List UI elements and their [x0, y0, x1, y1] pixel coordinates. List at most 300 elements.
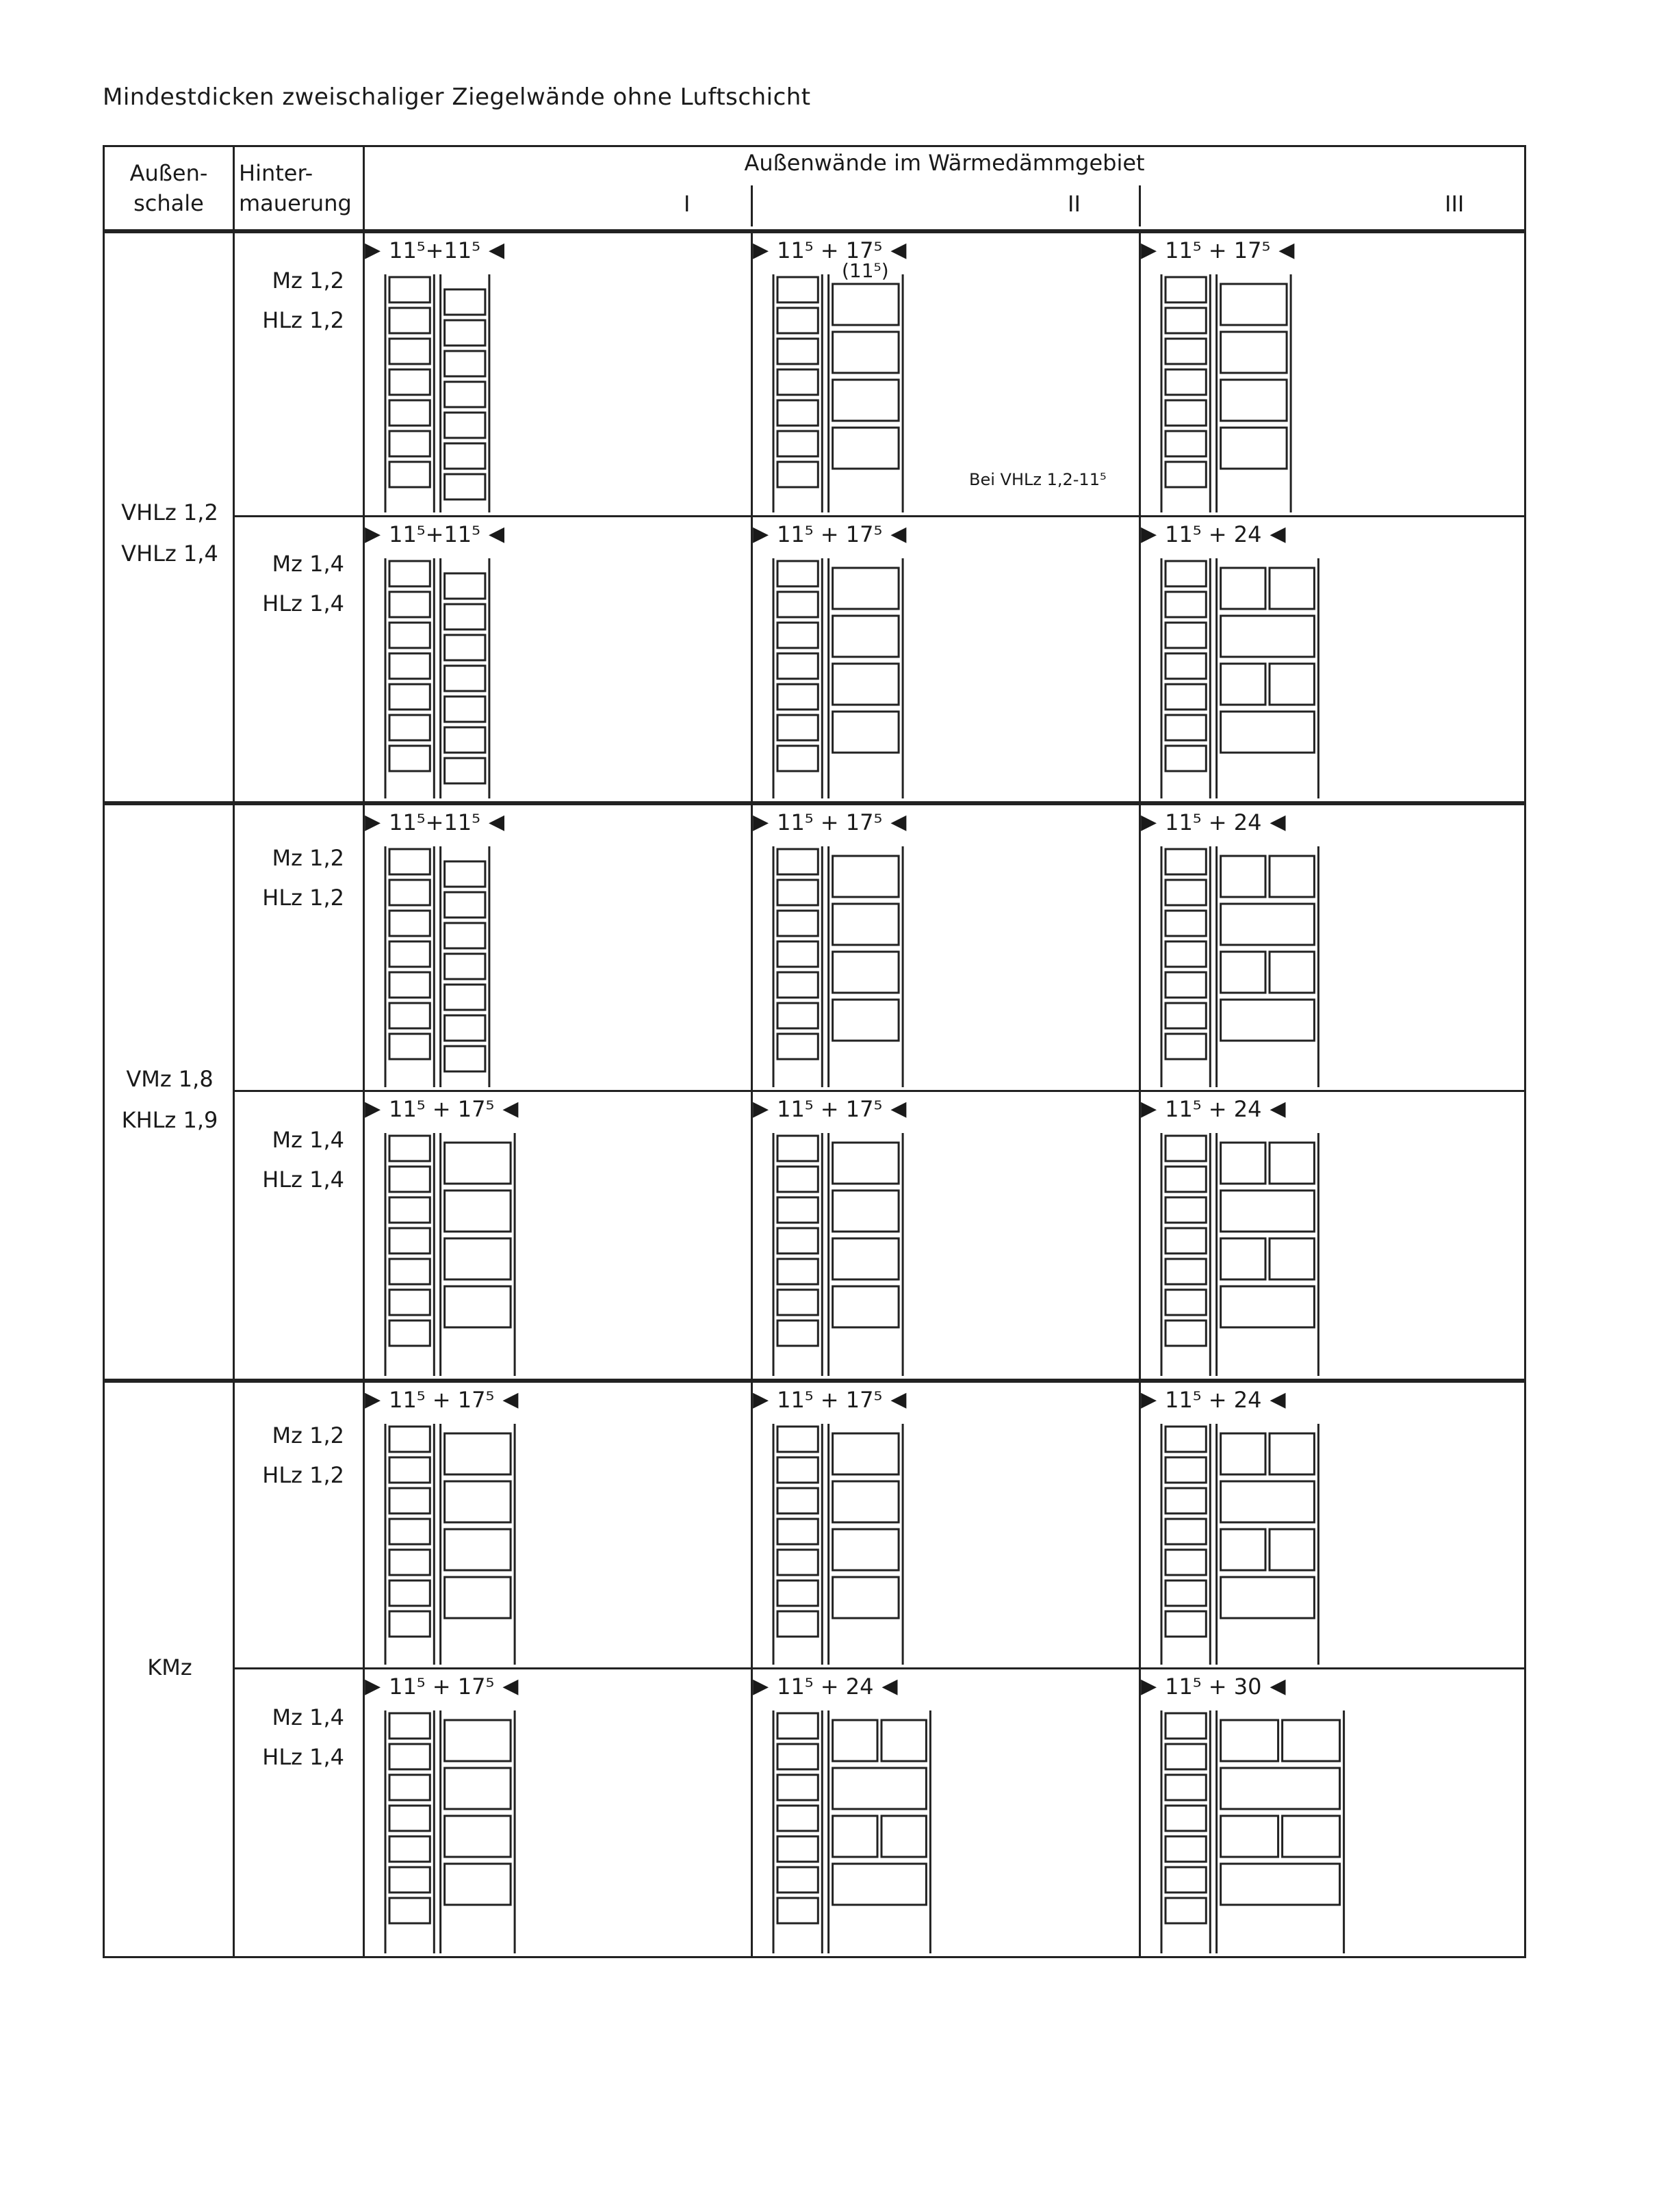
backing-label [238, 261, 365, 340]
zone-label-iii: III [1445, 191, 1465, 217]
brick [1221, 1816, 1278, 1857]
dimension-text: 11⁵ + 24 [1165, 809, 1262, 835]
dimension-label [365, 237, 504, 263]
brick [833, 856, 899, 897]
brick [1166, 623, 1206, 648]
wall-section-drawing [383, 1710, 530, 1953]
brick [1221, 1529, 1265, 1570]
brick [833, 664, 899, 705]
page-title: Mindestdicken zweischaliger Ziegelwände ohne Luftschicht [103, 83, 811, 111]
brick [1221, 1768, 1340, 1809]
dimension-label [1141, 1674, 1286, 1700]
brick [1166, 1290, 1206, 1315]
brick [389, 369, 430, 395]
brick [445, 1286, 511, 1327]
brick [445, 1481, 511, 1522]
brick [777, 941, 818, 967]
brick [1221, 284, 1287, 325]
brick [445, 861, 485, 887]
dimension-label [1141, 521, 1286, 547]
brick [777, 1836, 818, 1862]
brick [1166, 1898, 1206, 1923]
brick [833, 1286, 899, 1327]
brick [389, 1898, 430, 1923]
backing-label [238, 1697, 365, 1777]
dimension-label [365, 1674, 518, 1700]
wall-section-drawing [1159, 1133, 1333, 1376]
dimension-text: 11⁵+11⁵ [389, 809, 480, 835]
brick [1166, 339, 1206, 364]
brick [389, 1290, 430, 1315]
arrow-left-icon: ◀ [890, 238, 907, 262]
brick [445, 1529, 511, 1570]
brick [777, 684, 818, 710]
backing-line1: Mz 1,4 [272, 1127, 344, 1153]
brick [833, 1433, 899, 1474]
dimension-label [365, 1096, 518, 1122]
brick [833, 1000, 899, 1041]
brick [445, 635, 485, 660]
wall-cell [365, 517, 751, 801]
brick [1221, 1000, 1315, 1041]
brick [833, 1864, 927, 1905]
brick [1221, 1577, 1315, 1618]
brick [1221, 1864, 1340, 1905]
arrow-right-icon: ▶ [753, 1674, 769, 1698]
outer-shell-label [105, 492, 235, 574]
brick [777, 1898, 818, 1923]
wall-cell [1141, 1383, 1524, 1667]
brick [1166, 1580, 1206, 1606]
wall-section [1159, 274, 1306, 515]
wall-cell [753, 805, 1139, 1090]
zone-label-ii: II [1068, 191, 1081, 217]
brick [1221, 664, 1265, 705]
arrow-left-icon: ◀ [502, 1097, 519, 1121]
arrow-left-icon: ◀ [881, 1674, 898, 1698]
brick [777, 400, 818, 426]
brick [833, 1143, 899, 1184]
dimension-text: 11⁵ + 17⁵ [389, 1096, 495, 1122]
brick [777, 849, 818, 874]
brick [389, 1550, 430, 1575]
wall-section-drawing [1159, 846, 1333, 1087]
arrow-left-icon: ◀ [488, 810, 505, 834]
brick [777, 1290, 818, 1315]
backing-line2: HLz 1,4 [262, 1167, 344, 1193]
dimension-label [753, 1096, 906, 1122]
brick [389, 972, 430, 998]
brick [777, 746, 818, 771]
brick [389, 623, 430, 648]
brick [833, 616, 899, 657]
dimension-text: 11⁵ + 17⁵ [389, 1674, 495, 1700]
brick [833, 904, 899, 945]
arrow-right-icon: ▶ [753, 1097, 769, 1121]
dimension-text: 11⁵ + 17⁵ [777, 809, 883, 835]
backing-line2: HLz 1,2 [262, 1462, 344, 1488]
brick [833, 428, 899, 469]
brick [777, 715, 818, 740]
dimension-label [1141, 237, 1294, 263]
brick [1221, 1190, 1315, 1232]
header-outer-shell-line2: schale [133, 190, 204, 216]
wall-section-drawing [383, 558, 504, 798]
arrow-right-icon: ▶ [365, 238, 381, 262]
brick [777, 911, 818, 936]
brick [777, 1775, 818, 1800]
brick [445, 758, 485, 783]
dimension-label [365, 1387, 518, 1413]
brick [1166, 431, 1206, 456]
wall-section-drawing [771, 274, 918, 512]
arrow-right-icon: ▶ [753, 522, 769, 546]
brick [1166, 1427, 1206, 1452]
wall-section-drawing [771, 846, 918, 1087]
brick [777, 880, 818, 905]
wall-cell [365, 805, 751, 1090]
wall-section-drawing [1159, 1424, 1333, 1665]
brick [777, 1457, 818, 1483]
arrow-right-icon: ▶ [1141, 1674, 1157, 1698]
brick [445, 320, 485, 346]
dimension-label [1141, 1096, 1286, 1122]
brick [777, 369, 818, 395]
brick [833, 332, 899, 373]
brick [389, 277, 430, 302]
wall-section [383, 274, 504, 515]
outer-shell-line1: VHLz 1,2 [121, 499, 218, 525]
outer-shell-line1: KMz [147, 1654, 192, 1680]
arrow-right-icon: ▶ [365, 1674, 381, 1698]
brick [1270, 952, 1314, 993]
dimension-label [1141, 1387, 1286, 1413]
brick [389, 592, 430, 617]
brick [1166, 972, 1206, 998]
wall-cell [1141, 805, 1524, 1090]
brick [777, 592, 818, 617]
dimension-text: 11⁵ + 17⁵ [1165, 237, 1271, 263]
brick [1270, 568, 1314, 609]
brick [1283, 1816, 1340, 1857]
brick [445, 1433, 511, 1474]
wall-section-drawing [1159, 1710, 1359, 1953]
dimension-text: 11⁵ + 24 [1165, 521, 1262, 547]
brick [777, 1034, 818, 1059]
brick [389, 339, 430, 364]
brick [1270, 1433, 1314, 1474]
brick [777, 1580, 818, 1606]
brick [881, 1720, 926, 1761]
backing-label [238, 1120, 365, 1199]
brick [1166, 1744, 1206, 1769]
arrow-left-icon: ◀ [1270, 1097, 1286, 1121]
brick [445, 382, 485, 407]
outer-shell-label [105, 1647, 235, 1688]
brick [389, 1775, 430, 1800]
arrow-left-icon: ◀ [1278, 238, 1295, 262]
arrow-right-icon: ▶ [1141, 522, 1157, 546]
brick [777, 1713, 818, 1739]
brick [445, 1015, 485, 1041]
dimension-text: 11⁵ + 24 [1165, 1387, 1262, 1413]
brick [833, 1238, 899, 1279]
brick [389, 1228, 430, 1253]
brick [1166, 880, 1206, 905]
arrow-right-icon: ▶ [365, 1097, 381, 1121]
dimension-text: 11⁵+11⁵ [389, 237, 480, 263]
brick [445, 727, 485, 753]
brick [389, 1167, 430, 1192]
brick [1221, 1238, 1265, 1279]
brick [1166, 561, 1206, 586]
brick [389, 1259, 430, 1284]
backing-line1: Mz 1,4 [272, 551, 344, 577]
brick [389, 746, 430, 771]
brick [1221, 1286, 1315, 1327]
brick [1270, 1529, 1314, 1570]
brick [777, 1744, 818, 1769]
brick [777, 653, 818, 679]
header-outer-shell-line1: Außen- [129, 160, 208, 186]
brick [1283, 1720, 1340, 1761]
backing-line1: Mz 1,2 [272, 845, 344, 871]
brick [445, 1046, 485, 1071]
brick [1221, 712, 1315, 753]
brick [389, 1320, 430, 1346]
arrow-right-icon: ▶ [1141, 238, 1157, 262]
brick [1166, 1259, 1206, 1284]
backing-line2: HLz 1,2 [262, 885, 344, 911]
wall-section-drawing [383, 846, 504, 1087]
wall-section-drawing [1159, 558, 1333, 798]
brick [445, 1816, 511, 1857]
wall-section [771, 1424, 918, 1667]
backing-line2: HLz 1,4 [262, 590, 344, 616]
brick [1221, 904, 1315, 945]
brick [1221, 568, 1265, 609]
cell-note: Bei VHLz 1,2-11⁵ [969, 470, 1107, 489]
brick [1270, 856, 1314, 897]
brick [1166, 1197, 1206, 1223]
brick [777, 1197, 818, 1223]
brick [445, 666, 485, 691]
brick [777, 561, 818, 586]
brick [833, 284, 899, 325]
brick [1221, 1481, 1315, 1522]
dimension-text: 11⁵ + 17⁵ [777, 521, 883, 547]
dimension-text: 11⁵ + 24 [1165, 1096, 1262, 1122]
arrow-left-icon: ◀ [1270, 1674, 1286, 1698]
brick [389, 1457, 430, 1483]
brick [777, 1259, 818, 1284]
brick [445, 954, 485, 979]
outer-shell-line1: VMz 1,8 [126, 1066, 214, 1092]
wall-section-drawing [771, 1424, 918, 1665]
brick [1166, 1806, 1206, 1831]
brick [777, 462, 818, 487]
brick [833, 1190, 899, 1232]
brick [1166, 400, 1206, 426]
brick [1166, 308, 1206, 333]
brick [777, 623, 818, 648]
brick [389, 1136, 430, 1161]
brick [1166, 1611, 1206, 1637]
wall-section [383, 846, 504, 1090]
brick [1166, 653, 1206, 679]
table-block-vhlz [103, 231, 1526, 803]
arrow-left-icon: ◀ [488, 522, 505, 546]
brick [1221, 952, 1265, 993]
brick [389, 653, 430, 679]
wall-section-drawing [383, 1424, 530, 1665]
arrow-right-icon: ▶ [1141, 1097, 1157, 1121]
arrow-right-icon: ▶ [365, 1388, 381, 1411]
brick [833, 1768, 927, 1809]
arrow-right-icon: ▶ [365, 522, 381, 546]
arrow-right-icon: ▶ [365, 810, 381, 834]
brick [777, 308, 818, 333]
wall-cell [365, 1092, 751, 1379]
arrow-left-icon: ◀ [1270, 810, 1286, 834]
backing-line2: HLz 1,4 [262, 1744, 344, 1770]
brick [389, 849, 430, 874]
brick [833, 1529, 899, 1570]
brick [777, 1488, 818, 1513]
header-backing [235, 158, 367, 218]
brick [389, 462, 430, 487]
brick [777, 1867, 818, 1892]
brick [881, 1816, 926, 1857]
wall-cell [1141, 1669, 1524, 1956]
brick [445, 985, 485, 1010]
brick [445, 413, 485, 438]
brick [1166, 462, 1206, 487]
brick [1221, 856, 1265, 897]
backing-label [238, 1416, 365, 1495]
brick [1166, 684, 1206, 710]
brick [1221, 616, 1315, 657]
brick [389, 1611, 430, 1637]
brick [389, 941, 430, 967]
backing-line1: Mz 1,2 [272, 268, 344, 294]
wall-section [771, 274, 918, 515]
brick [1166, 746, 1206, 771]
wall-section-drawing [771, 1710, 945, 1953]
dimension-text: 11⁵ + 17⁵ [777, 237, 883, 263]
header-backing-line2: mauerung [239, 190, 352, 216]
brick [777, 1003, 818, 1028]
brick [1166, 911, 1206, 936]
outer-shell-line2: KHLz 1,9 [121, 1107, 218, 1133]
header-outer-shell [105, 158, 233, 218]
wall-cell [365, 233, 751, 515]
brick [777, 1320, 818, 1346]
brick [445, 1577, 511, 1618]
arrow-left-icon: ◀ [890, 1388, 907, 1411]
brick [1221, 380, 1287, 421]
arrow-right-icon: ▶ [1141, 1388, 1157, 1411]
brick [389, 1867, 430, 1892]
wall-section [383, 1133, 530, 1379]
wall-cell [365, 1669, 751, 1956]
dimension-text: 11⁵ + 17⁵ [777, 1387, 883, 1413]
brick [833, 568, 899, 609]
alternate-dimension: (11⁵) [842, 259, 889, 282]
brick [1166, 1550, 1206, 1575]
brick [1166, 1003, 1206, 1028]
dimension-label [753, 1387, 906, 1413]
brick [1166, 1228, 1206, 1253]
brick [833, 380, 899, 421]
wall-section [383, 558, 504, 801]
brick [1166, 277, 1206, 302]
arrow-right-icon: ▶ [753, 810, 769, 834]
wall-section [1159, 558, 1333, 801]
brick [1166, 1488, 1206, 1513]
brick [445, 604, 485, 629]
brick [389, 1713, 430, 1739]
brick [445, 1720, 511, 1761]
brick [445, 289, 485, 315]
brick [1166, 1457, 1206, 1483]
table-block-kmz [103, 1381, 1526, 1958]
arrow-left-icon: ◀ [488, 238, 505, 262]
wall-section [1159, 846, 1333, 1090]
wall-cell [753, 517, 1139, 801]
brick [445, 697, 485, 722]
brick [1166, 592, 1206, 617]
wall-section [1159, 1133, 1333, 1379]
arrow-left-icon: ◀ [1270, 1388, 1286, 1411]
brick [389, 1519, 430, 1544]
table-header [103, 145, 1526, 231]
brick [389, 1488, 430, 1513]
dimension-label [753, 1674, 898, 1700]
brick [777, 1228, 818, 1253]
wall-cell [753, 1669, 1139, 1956]
brick [1166, 1867, 1206, 1892]
brick [777, 277, 818, 302]
brick [1221, 1433, 1265, 1474]
wall-section-drawing [383, 1133, 530, 1376]
outer-shell-label [105, 1058, 235, 1141]
brick [1166, 369, 1206, 395]
brick [445, 1864, 511, 1905]
zone-divider-tick [751, 185, 753, 226]
brick [777, 1550, 818, 1575]
zone-label-i: I [684, 191, 691, 217]
wall-section [771, 1710, 945, 1956]
brick [777, 1427, 818, 1452]
wall-section [771, 1133, 918, 1379]
brick [445, 474, 485, 499]
dimension-label [365, 809, 504, 835]
table-block-vmz [103, 803, 1526, 1381]
brick [777, 339, 818, 364]
arrow-right-icon: ▶ [753, 1388, 769, 1411]
wall-cell [1141, 517, 1524, 801]
dimension-text: 11⁵+11⁵ [389, 521, 480, 547]
brick [445, 573, 485, 599]
wall-section [1159, 1424, 1333, 1667]
brick [389, 308, 430, 333]
brick [1270, 1143, 1314, 1184]
wall-section-drawing [1159, 274, 1306, 512]
wall-section [771, 558, 918, 801]
dimension-text: 11⁵ + 17⁵ [389, 1387, 495, 1413]
brick [1166, 1519, 1206, 1544]
